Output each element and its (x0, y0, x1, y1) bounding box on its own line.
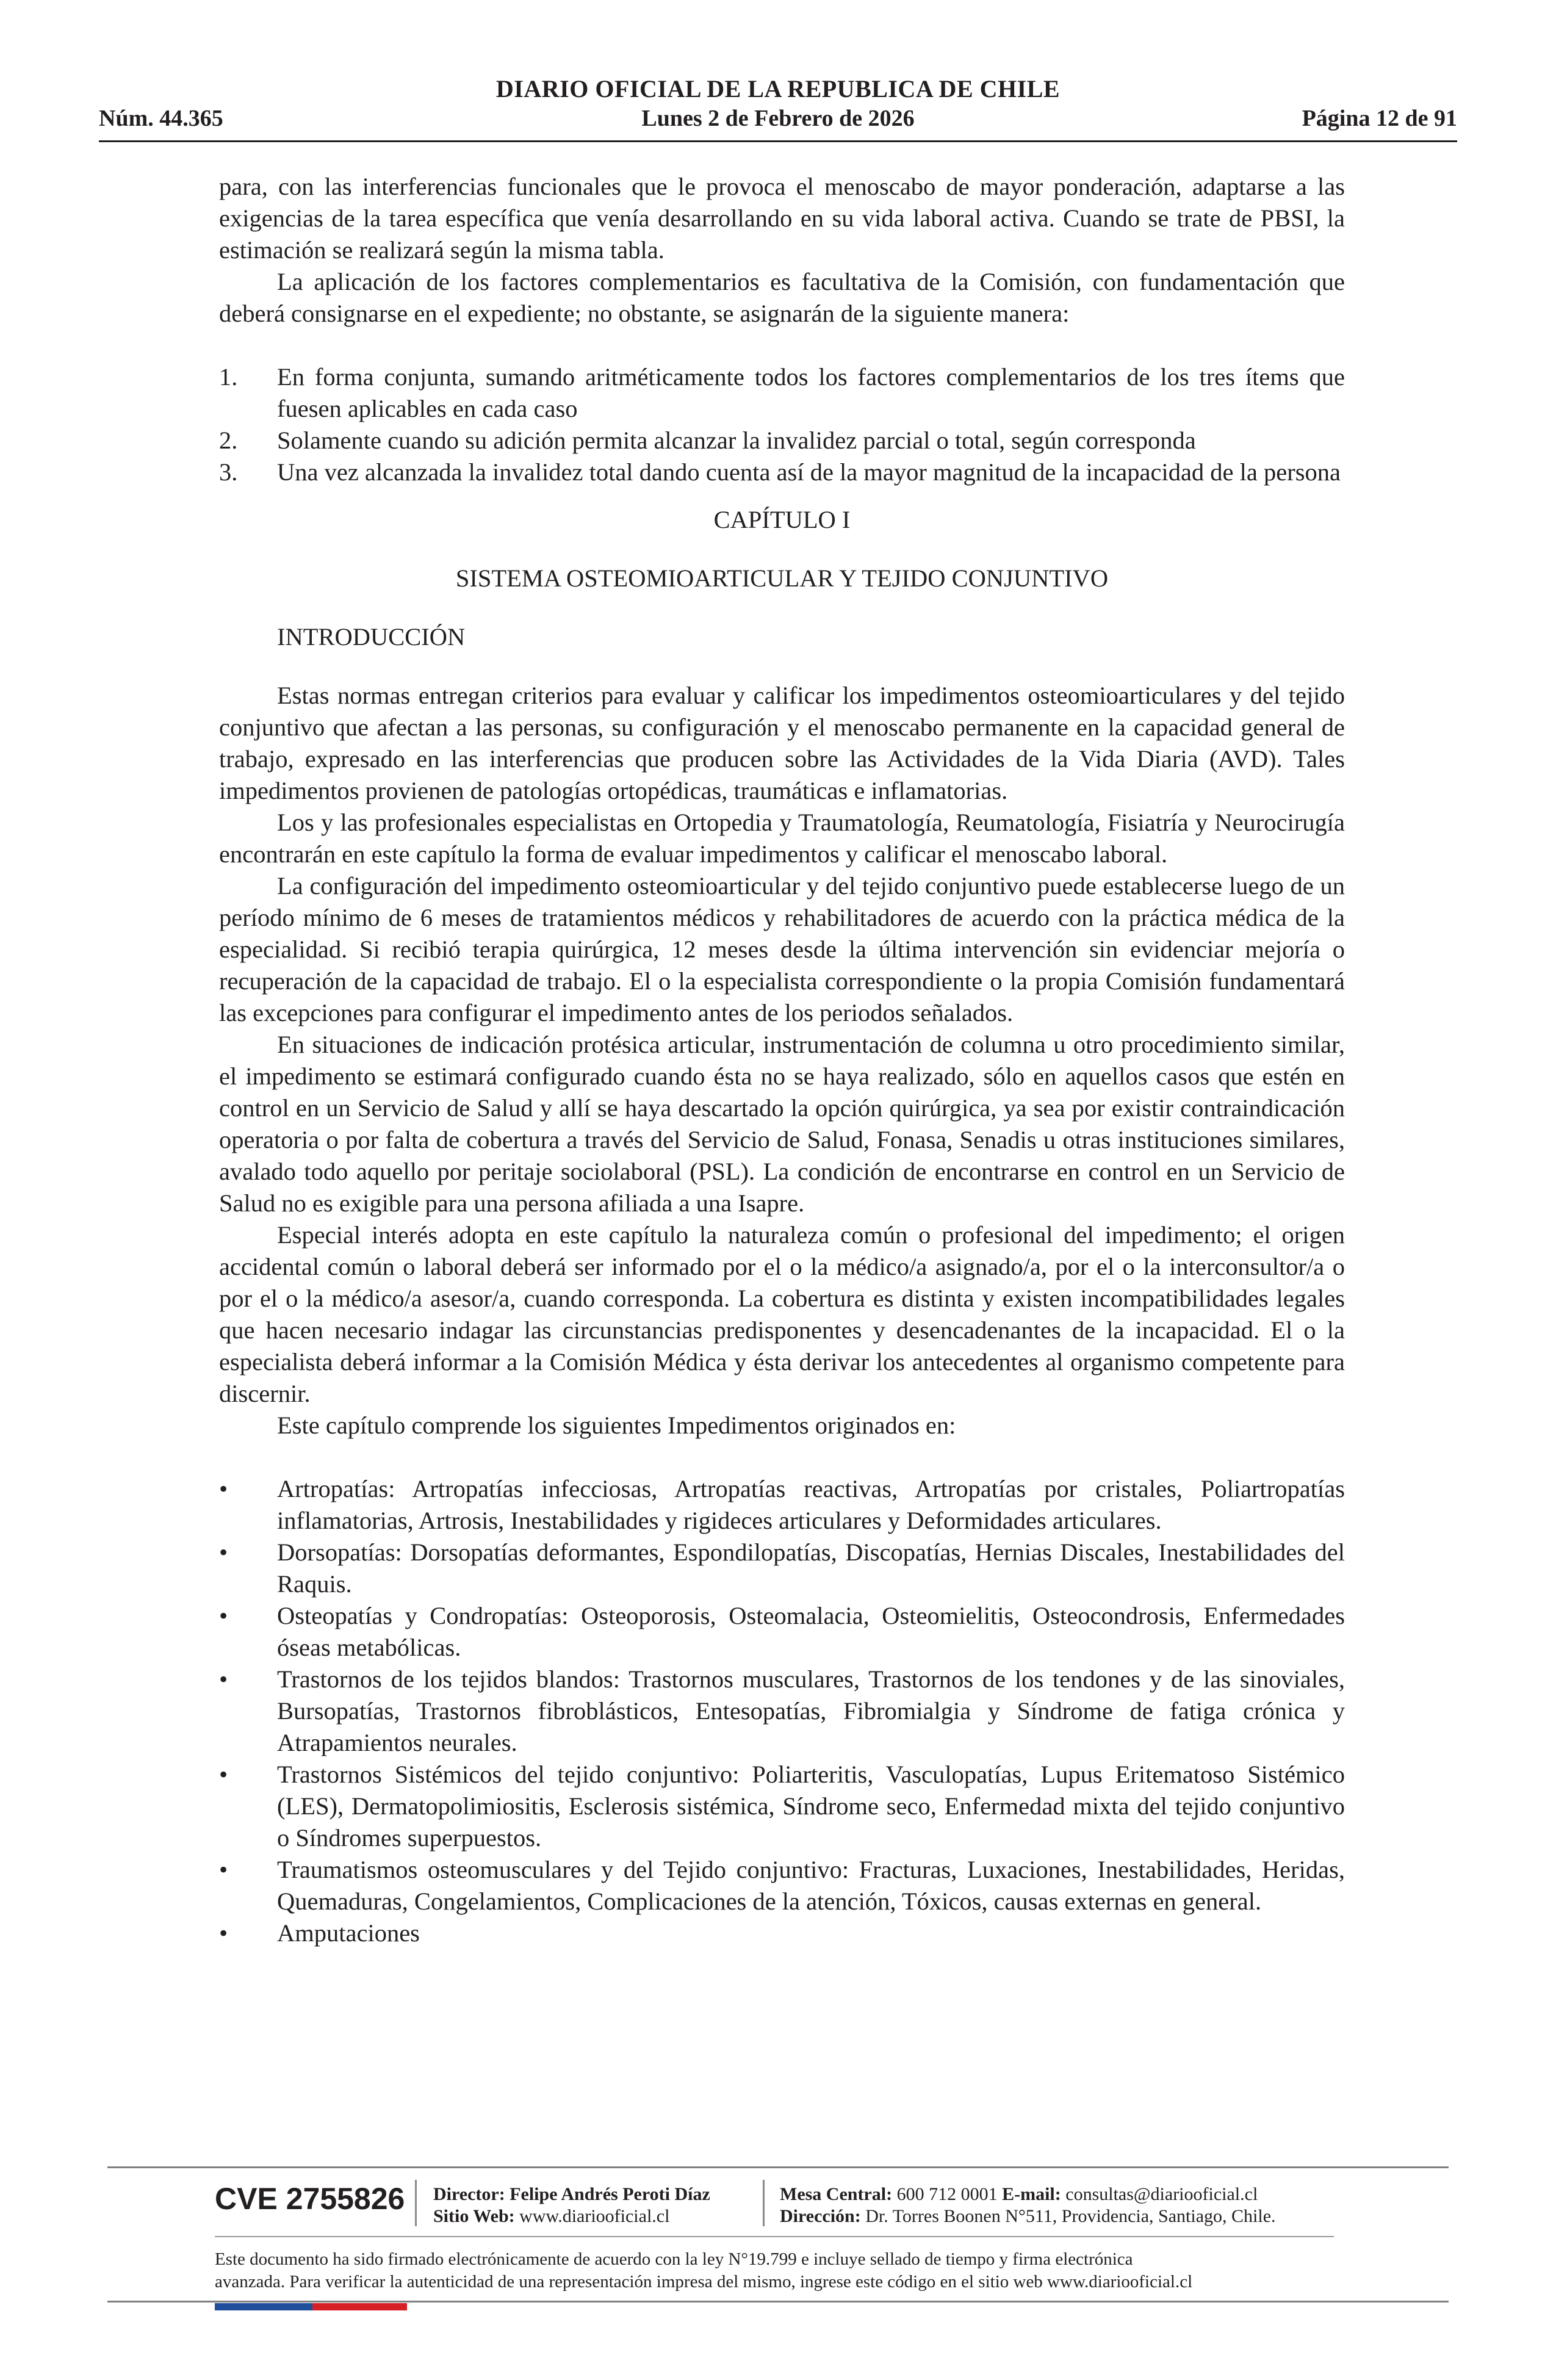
list-item (219, 456, 1345, 488)
bullet-list (219, 1473, 1345, 1949)
footer-separator (415, 2180, 417, 2226)
list-item-text: Dorsopatías: Dorsopatías deformantes, Espondilopatías, Discopatías, Hernias Discales, Inestabilidades del Raquis. (277, 1538, 1345, 1598)
list-item (219, 1537, 1345, 1600)
list-item-text: Artropatías: Artropatías infecciosas, Artropatías reactivas, Artropatías por cristales, Poliartropatías inflamatorias, Artrosis, Inestabilidades y rigideces articulares y Deformidades articulares. (277, 1475, 1345, 1534)
paragraph: Especial interés adopta en este capítulo la naturaleza común o profesional del impedimento; el origen accidental común o laboral deberá ser informado por el o la médico/a asignado/a, por el o la interconsultor/a o por el o la médico/a asesor/a, cuando corresponda. La cobertura es distinta y existen incompatibilidades legales que hacen necesario indagar las circunstancias predisponentes y desencadenantes de la incapacidad. El o la especialista deberá informar a la Comisión Médica y ésta derivar los antecedentes al organismo competente para discernir. (219, 1221, 1345, 1407)
address-value: Dr. Torres Boonen N°511, Providencia, Santiago, Chile. (865, 2206, 1276, 2226)
page-number: Página 12 de 91 (1302, 106, 1457, 131)
address-label: Dirección: (780, 2206, 861, 2226)
list-item-text: Solamente cuando su adición permita alcanzar la invalidez parcial o total, según corresponda (277, 427, 1196, 454)
site-label: Sitio Web: (433, 2206, 515, 2226)
director-label: Director: (433, 2184, 505, 2204)
list-item (219, 361, 1345, 425)
bullet-marker: • (219, 1856, 228, 1883)
paragraph: Este capítulo comprende los siguientes Impedimentos originados en: (277, 1412, 956, 1439)
spacer (219, 330, 1345, 361)
paragraph: La configuración del impedimento osteomioarticular y del tejido conjuntivo puede establecerse luego de un período mínimo de 6 meses de tratamientos médicos y rehabilitadores de acuerdo con la práctica médica de la especialidad. Si recibió terapia quirúrgica, 12 meses desde la última intervención sin evidenciar mejoría o recuperación de la capacidad de trabajo. El o la especialista correspondiente o la propia Comisión fundamentará las excepciones para configurar el impedimento antes de los periodos señalados. (219, 872, 1345, 1026)
list-item (219, 1854, 1345, 1917)
document-body (219, 171, 1345, 1949)
section-heading: INTRODUCCIÓN (277, 623, 466, 651)
legal-line: Este documento ha sido firmado electrónicamente de acuerdo con la ley N°19.799 e incluye sellado de tiempo y firma electrónica (215, 2249, 1133, 2269)
spacer (219, 536, 1345, 563)
spacer (219, 488, 1345, 504)
chapter-title: SISTEMA OSTEOMIOARTICULAR Y TEJIDO CONJUNTIVO (455, 564, 1109, 592)
publication-title: DIARIO OFICIAL DE LA REPUBLICA DE CHILE (495, 75, 1061, 103)
paragraph: Los y las profesionales especialistas en Ortopedia y Traumatología, Reumatología, Fisiatría y Neurocirugía encontrarán en este capítulo la forma de evaluar impedimentos y calificar el menoscabo laboral. (219, 809, 1345, 868)
issue-date: Lunes 2 de Febrero de 2026 (641, 106, 915, 131)
list-item (219, 1664, 1345, 1759)
issue-number: Núm. 44.365 (99, 106, 223, 131)
legal-line: avanzada. Para verificar la autenticidad de una representación impresa del mismo, ingrese este código en el sitio web www.diariooficial.cl (215, 2272, 1193, 2292)
director-info (433, 2183, 710, 2227)
list-marker: 2. (219, 427, 238, 454)
email-label: E-mail: (1002, 2184, 1061, 2204)
phone-value: 600 712 0001 (896, 2184, 998, 2204)
list-item-text: Osteopatías y Condropatías: Osteoporosis, Osteomalacia, Osteomielitis, Osteocondrosis, Enfermedades óseas metabólicas. (277, 1602, 1345, 1661)
list-item-text: Traumatismos osteomusculares y del Tejido conjuntivo: Fracturas, Luxaciones, Inestabilidades, Heridas, Quemaduras, Congelamientos, Complicaciones de la atención, Tóxicos, causas externas en general. (277, 1856, 1345, 1915)
header-divider (99, 140, 1457, 142)
paragraph: En situaciones de indicación protésica articular, instrumentación de columna u otro procedimiento similar, el impedimento se estimará configurado cuando ésta no se haya realizado, sólo en aquellos casos que estén en control en un Servicio de Salud y allí se haya descartado la opción quirúrgica, ya sea por existir contraindicación operatoria o por falta de cobertura a través del Servicio de Salud, Fonasa, Senadis u otras instituciones similares, avalado todo aquello por peritaje sociolaboral (PSL). La condición de encontrarse en control en un Servicio de Salud no es exigible para una persona afiliada a una Isapre. (219, 1031, 1345, 1217)
list-item (219, 1600, 1345, 1664)
site-link[interactable]: www.diariooficial.cl (519, 2206, 670, 2226)
legal-notice (215, 2248, 1368, 2293)
phone-label: Mesa Central: (780, 2184, 893, 2204)
spacer (219, 594, 1345, 621)
paragraph-factors: La aplicación de los factores complementarios es facultativa de la Comisión, con fundamentación que deberá consignarse en el expediente; no obstante, se asignarán de la siguiente manera: (219, 268, 1345, 327)
bullet-marker: • (219, 1538, 228, 1566)
list-item-text: En forma conjunta, sumando aritméticamente todos los factores complementarios de los tres ítems que fuesen aplicables en cada caso (277, 363, 1345, 422)
list-item-text: Trastornos de los tejidos blandos: Trastornos musculares, Trastornos de los tendones y de las sinoviales, Bursopatías, Trastornos fibroblásticos, Entesopatías, Fibromialgia y Síndrome de fatiga crónica y Atrapamientos neurales. (277, 1665, 1345, 1756)
numbered-list (219, 361, 1345, 488)
list-item-text: Una vez alcanzada la invalidez total dando cuenta así de la mayor magnitud de la incapacidad de la persona (277, 458, 1341, 486)
list-item-text: Amputaciones (277, 1919, 420, 1947)
spacer (219, 1441, 1345, 1473)
director-name: Felipe Andrés Peroti Díaz (510, 2184, 710, 2204)
bullet-marker: • (219, 1475, 228, 1502)
list-item (219, 1759, 1345, 1854)
bullet-marker: • (219, 1602, 228, 1629)
footer-divider (107, 2301, 1449, 2302)
list-marker: 3. (219, 458, 238, 486)
email-link[interactable]: consultas@diariooficial.cl (1065, 2184, 1258, 2204)
list-item (219, 425, 1345, 456)
list-marker: 1. (219, 363, 238, 391)
bullet-marker: • (219, 1761, 228, 1788)
flag-stripe-red (312, 2303, 407, 2310)
bullet-marker: • (219, 1665, 228, 1693)
paragraph-continuation: para, con las interferencias funcionales que le provoca el menoscabo de mayor ponderación, adaptarse a las exigencias de la tarea específica que venía desarrollando en su vida laboral activa. Cuando se trate de PBSI, la estimación se realizará según la misma tabla. (219, 173, 1345, 264)
contact-info (780, 2183, 1276, 2227)
spacer (219, 653, 1345, 680)
cve-code: CVE 2755826 (215, 2182, 405, 2216)
list-item (219, 1917, 1345, 1949)
chapter-number: CAPÍTULO I (713, 506, 851, 533)
bullet-marker: • (219, 1919, 228, 1947)
list-item (219, 1473, 1345, 1537)
footer-separator (763, 2180, 765, 2226)
flag-stripe-blue (215, 2303, 312, 2310)
footer-divider (215, 2236, 1334, 2237)
paragraph: Estas normas entregan criterios para evaluar y calificar los impedimentos osteomioarticulares y del tejido conjuntivo que afectan a las personas, su configuración y el menoscabo permanente en la capacidad general de trabajo, expresado en las interferencias que producen sobre las Actividades de la Vida Diaria (AVD). Tales impedimentos provienen de patologías ortopédicas, traumáticas e inflamatorias. (219, 682, 1345, 804)
footer-divider (107, 2166, 1449, 2168)
list-item-text: Trastornos Sistémicos del tejido conjuntivo: Poliarteritis, Vasculopatías, Lupus Eritematoso Sistémico (LES), Dermatopolimiositis, Esclerosis sistémica, Síndrome seco, Enfermedad mixta del tejido conjuntivo o Síndromes superpuestos. (277, 1761, 1345, 1852)
